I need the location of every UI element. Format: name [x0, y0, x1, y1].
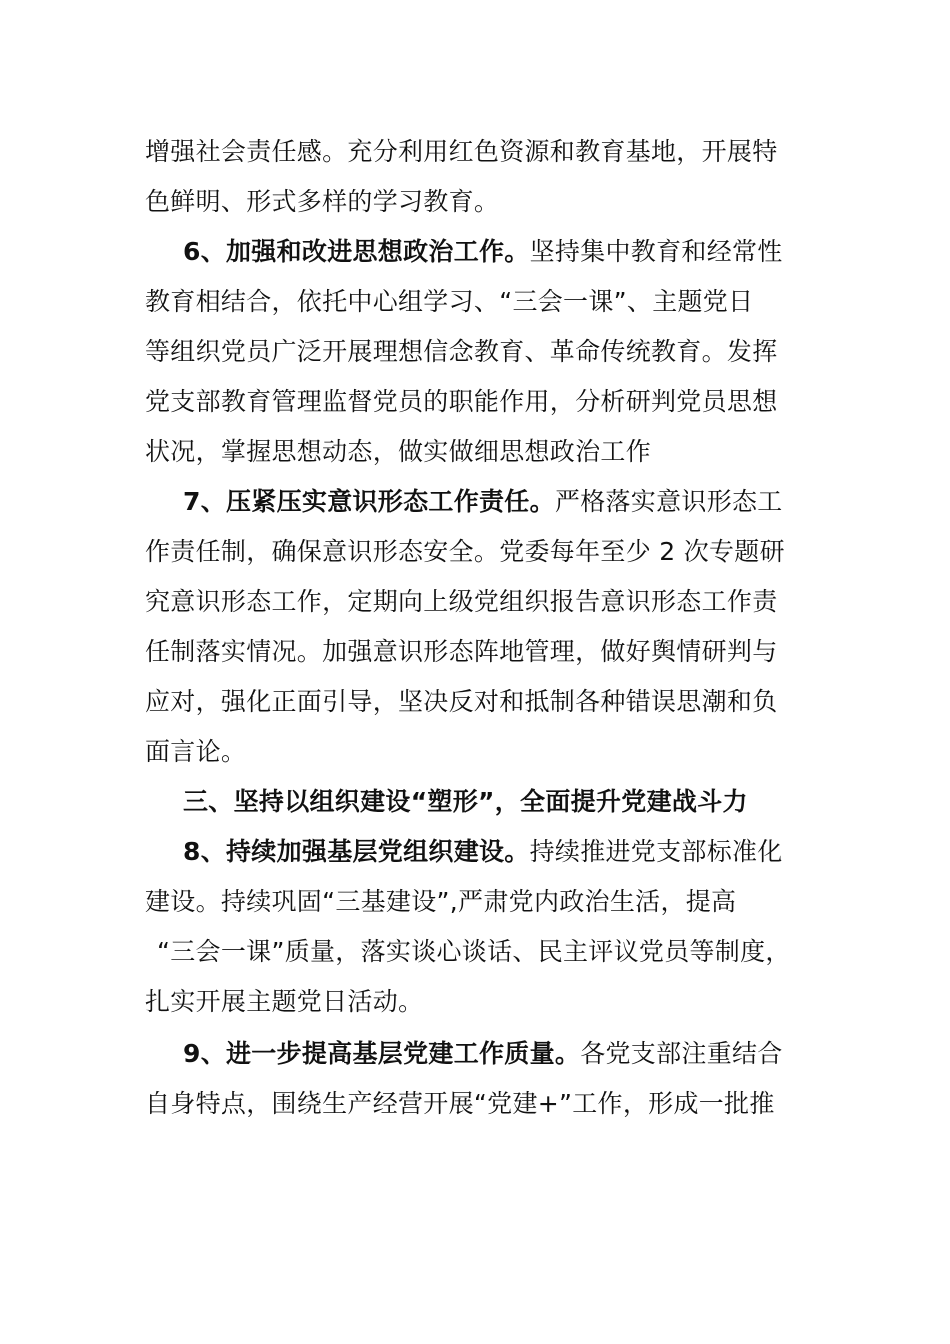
item-6-heading: 6、加强和改进思想政治工作。 — [183, 237, 530, 266]
item-7-first-line — [183, 482, 783, 522]
paragraph-line: 扎实开展主题党日活动。 — [145, 987, 424, 1016]
item-8-first-line — [183, 832, 783, 872]
item-6-first-line — [183, 232, 783, 272]
paragraph-line: 党支部教育管理监督党员的职能作用，分析研判党员思想 — [145, 387, 778, 416]
item-9-heading: 9、进一步提高基层党建工作质量。 — [183, 1039, 581, 1068]
paragraph-line: 色鲜明、形式多样的学习教育。 — [145, 187, 500, 216]
paragraph-line: 建设。持续巩固“三基建设”,严肃党内政治生活，提高 — [145, 887, 737, 916]
paragraph-line: 面言论。 — [145, 737, 247, 766]
item-9-first-line — [183, 1034, 783, 1074]
item-9-text: 各党支部注重结合 — [580, 1039, 783, 1068]
section-3-heading: 三、坚持以组织建设“塑形”，全面提升党建战斗力 — [183, 787, 748, 816]
item-7-text: 严格落实意识形态工 — [554, 487, 783, 516]
paragraph-line: 状况，掌握思想动态，做实做细思想政治工作 — [145, 437, 652, 466]
paragraph-line: “三会一课”质量，落实谈心谈话、民主评议党员等制度， — [157, 937, 791, 966]
item-8-text: 持续推进党支部标准化 — [529, 837, 783, 866]
paragraph-line: 任制落实情况。加强意识形态阵地管理，做好舆情研判与 — [145, 637, 778, 666]
paragraph-line: 教育相结合，依托中心组学习、“三会一课”、主题党日 — [145, 287, 754, 316]
paragraph-line: 增强社会责任感。充分利用红色资源和教育基地，开展特 — [145, 137, 778, 166]
paragraph-line: 应对，强化正面引导，坚决反对和抵制各种错误思潮和负 — [145, 687, 778, 716]
item-8-heading: 8、持续加强基层党组织建设。 — [183, 837, 530, 866]
paragraph-line: 等组织党员广泛开展理想信念教育、革命传统教育。发挥 — [145, 337, 778, 366]
paragraph-line: 究意识形态工作，定期向上级党组织报告意识形态工作责 — [145, 587, 778, 616]
paragraph-line: 自身特点，围绕生产经营开展“党建+”工作，形成一批推 — [145, 1089, 775, 1118]
item-6-text: 坚持集中教育和经常性 — [529, 237, 783, 266]
item-7-heading: 7、压紧压实意识形态工作责任。 — [183, 487, 555, 516]
paragraph-line: 作责任制，确保意识形态安全。党委每年至少 2 次专题研 — [145, 537, 785, 566]
